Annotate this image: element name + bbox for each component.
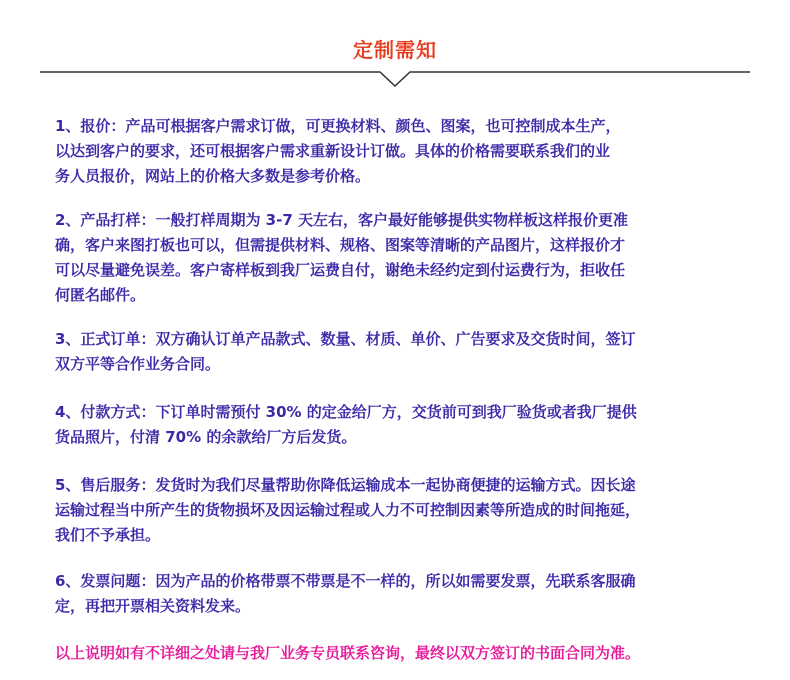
- section-line: 确，客户来图打板也可以，但需提供材料、规格、图案等清晰的产品图片，这样报价才: [55, 236, 626, 254]
- section-order: [55, 327, 765, 377]
- section-invoice: [55, 569, 765, 619]
- footer-note: 以上说明如有不详细之处请与我厂业务专员联系咨询，最终以双方签订的书面合同为准。: [55, 644, 641, 662]
- section-line: 货品照片，付清 70% 的余款给厂方后发货。: [55, 428, 357, 446]
- section-line: 双方平等合作业务合同。: [55, 355, 221, 373]
- section-line: 我们不予承担。: [55, 526, 161, 544]
- page-title: 定制需知: [353, 38, 437, 62]
- section-quote: [55, 114, 765, 189]
- section-line: 何匿名邮件。: [55, 286, 146, 304]
- section-line: 5、售后服务：发货时为我们尽量帮助你降低运输成本一起协商便捷的运输方式。因长途: [55, 476, 636, 494]
- section-line: 运输过程当中所产生的货物损坏及因运输过程或人力不可控制因素等所造成的时间拖延，: [55, 501, 641, 519]
- title-divider: [40, 60, 750, 100]
- section-line: 4、付款方式：下订单时需预付 30% 的定金给厂方，交货前可到我厂验货或者我厂提供: [55, 403, 637, 421]
- section-line: 以达到客户的要求，还可根据客户需求重新设计订做。具体的价格需要联系我们的业: [55, 142, 611, 160]
- section-line: 2、产品打样：一般打样周期为 3-7 天左右，客户最好能够提供实物样板这样报价更准: [55, 211, 628, 229]
- section-line: 可以尽量避免误差。客户寄样板到我厂运费自付，谢绝未经约定到付运费行为，拒收任: [55, 261, 626, 279]
- section-line: 6、发票问题：因为产品的价格带票不带票是不一样的，所以如需要发票，先联系客服确: [55, 572, 636, 590]
- section-line: 务人员报价，网站上的价格大多数是参考价格。: [55, 167, 371, 185]
- section-payment: [55, 400, 765, 450]
- section-line: 3、正式订单：双方确认订单产品款式、数量、材质、单价、广告要求及交货时间，签订: [55, 330, 636, 348]
- section-line: 定，再把开票相关资料发来。: [55, 597, 251, 615]
- section-line: 1、报价：产品可根据客户需求订做，可更换材料、颜色、图案，也可控制成本生产，: [55, 117, 621, 135]
- section-after-sales: [55, 473, 765, 548]
- section-sampling: [55, 208, 765, 308]
